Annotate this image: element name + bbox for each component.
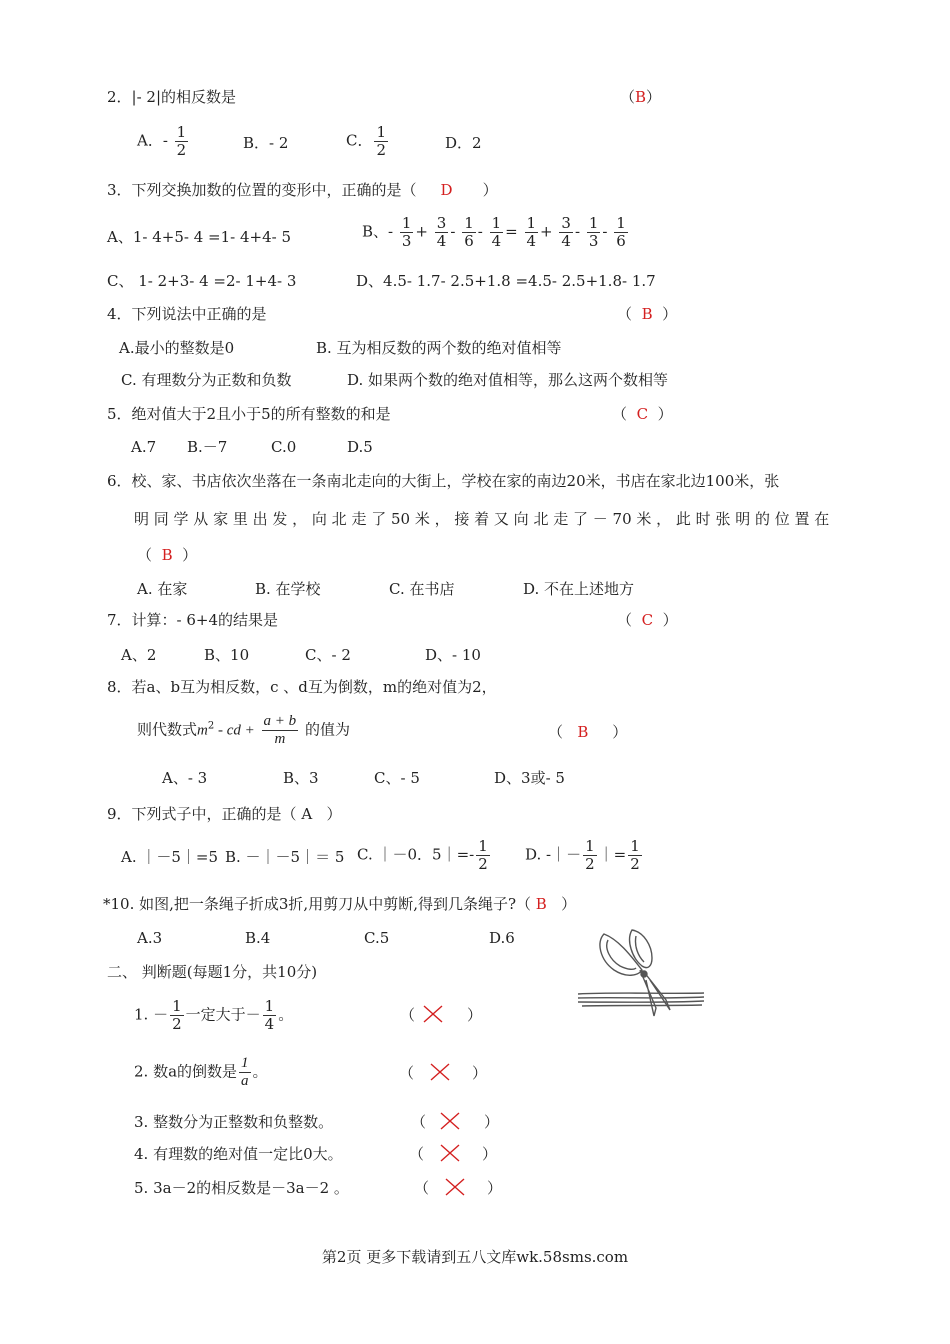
q5-answer: （ C ） bbox=[612, 405, 673, 423]
judge-paren-3: （ ） bbox=[411, 1113, 500, 1131]
judge-paren-4: （ ） bbox=[409, 1145, 498, 1163]
q2-option-c: C． $\frac{1}{2}$ bbox=[346, 123, 387, 159]
q5-option-a: A.7 bbox=[131, 438, 157, 456]
cross-mark-icon bbox=[444, 1177, 466, 1197]
judge-item-5: 5. 3a－2的相反数是－3a－2 。 bbox=[134, 1179, 349, 1197]
q7-option-c: C、- 2 bbox=[305, 646, 351, 664]
q4-option-c: C. 有理数分为正数和负数 bbox=[121, 371, 292, 389]
q6-answer: （ B ） bbox=[137, 546, 198, 564]
q2-option-d: D．2 bbox=[445, 134, 482, 152]
judge-item-1: 1. － $\frac{1}{2}$ 一定大于－ $\frac{1}{4}$ 。 bbox=[134, 997, 294, 1033]
q6-option-c: C. 在书店 bbox=[389, 580, 455, 598]
q8-option-c: C、- 5 bbox=[374, 769, 420, 787]
q2-option-a: A．- $\frac{1}{2}$ bbox=[137, 123, 187, 159]
q9-option-d: D. -｜－ $\frac{1}{2}$ ｜= $\frac{1}{2}$ bbox=[525, 837, 640, 873]
q4-option-b: B. 互为相反数的两个数的绝对值相等 bbox=[316, 339, 562, 357]
q7-stem: 7．计算：- 6+4的结果是 bbox=[107, 611, 279, 629]
q6-option-b: B. 在学校 bbox=[255, 580, 321, 598]
q8-answer: （ B ） bbox=[548, 723, 628, 741]
q3-option-b: B、- $\frac{1}{3}$ + $\frac{3}{4}$ - $\frac{1}{6}$ - $\frac{1}{4}$ = $\frac{1}{4}$ + $\frac{3}{4}$ - $\frac{1}{3}$ - $\frac{1}{6}$ bbox=[362, 214, 626, 250]
judge-paren-5: （ ） bbox=[414, 1179, 503, 1197]
cross-mark-icon bbox=[439, 1111, 461, 1131]
q5-option-d: D.5 bbox=[347, 438, 373, 456]
judge-item-2: 2. 数a的倒数是 $\frac{1}{a}$ 。 bbox=[134, 1055, 268, 1089]
q8-option-a: A、- 3 bbox=[162, 769, 208, 787]
q8-expression: 则代数式$m^2$ - cd + $\frac{a + b}{m}$ 的值为 bbox=[137, 713, 350, 747]
judge-item-3: 3. 整数分为正整数和负整数。 bbox=[134, 1113, 334, 1131]
q9-option-a: A. ｜－5｜=5 bbox=[121, 848, 219, 866]
judge-paren-2: （ ） bbox=[399, 1064, 488, 1082]
q7-option-b: B、10 bbox=[204, 646, 250, 664]
q2-answer: （B） bbox=[620, 88, 662, 106]
cross-mark-icon bbox=[429, 1062, 451, 1082]
q3-stem: 3．下列交换加数的位置的变形中，正确的是（ D ） bbox=[107, 181, 498, 199]
q3-option-c: C、 1- 2+3- 4 =2- 1+4- 3 bbox=[107, 272, 297, 290]
cross-mark-icon bbox=[439, 1143, 461, 1163]
q4-stem: 4．下列说法中正确的是 bbox=[107, 305, 267, 323]
q7-answer: （ C ） bbox=[617, 611, 678, 629]
q9-option-b: B. －｜－5｜＝ 5 bbox=[225, 848, 345, 866]
judge-item-4: 4. 有理数的绝对值一定比0大。 bbox=[134, 1145, 343, 1163]
q7-option-d: D、- 10 bbox=[425, 646, 481, 664]
q8-option-b: B、3 bbox=[283, 769, 319, 787]
q2-stem: 2．|- 2|的相反数是 bbox=[107, 88, 237, 106]
q3-option-d: D、4.5- 1.7- 2.5+1.8 =4.5- 2.5+1.8- 1.7 bbox=[356, 272, 656, 290]
q5-option-b: B.－7 bbox=[187, 438, 228, 456]
q10-option-c: C.5 bbox=[364, 929, 390, 947]
q10-option-a: A.3 bbox=[137, 929, 163, 947]
q6-option-a: A. 在家 bbox=[137, 580, 188, 598]
judge-paren-1: （ ） bbox=[400, 1006, 483, 1024]
q10-stem: *10. 如图,把一条绳子折成3折,用剪刀从中剪断,得到几条绳子?（ B ） bbox=[103, 895, 577, 913]
q5-stem: 5．绝对值大于2且小于5的所有整数的和是 bbox=[107, 405, 391, 423]
section2-title: 二、 判断题(每题1分，共10分) bbox=[107, 963, 318, 981]
q10-option-b: B.4 bbox=[245, 929, 271, 947]
q5-option-c: C.0 bbox=[271, 438, 297, 456]
q6-line1: 6．校、家、书店依次坐落在一条南北走向的大街上，学校在家的南边20米，书店在家北边100米，张 bbox=[107, 472, 780, 490]
cross-mark-icon bbox=[422, 1004, 444, 1024]
q4-answer: （ B ） bbox=[617, 305, 678, 323]
q9-stem: 9．下列式子中，正确的是（ A ） bbox=[107, 805, 342, 823]
q4-option-a: A.最小的整数是0 bbox=[119, 339, 235, 357]
page-footer: 第2页 更多下载请到五八文库wk.58sms.com bbox=[321, 1248, 629, 1266]
scissors-rope-illustration bbox=[576, 920, 706, 1025]
q10-option-d: D.6 bbox=[489, 929, 515, 947]
q8-option-d: D、3或- 5 bbox=[494, 769, 565, 787]
q2-option-b: B．- 2 bbox=[243, 134, 289, 152]
q3-option-a: A、1- 4+5- 4 =1- 4+4- 5 bbox=[107, 228, 291, 246]
q7-option-a: A、2 bbox=[121, 646, 157, 664]
q8-stem: 8．若a、b互为相反数，c 、d互为倒数，m的绝对值为2， bbox=[107, 678, 497, 696]
q6-line2: 明 同 学 从 家 里 出 发 ， 向 北 走 了 50 米 ， 接 着 又 向 北 走 了 － 70 米 ， 此 时 张 明 的 位 置 在 bbox=[134, 510, 830, 528]
q6-option-d: D. 不在上述地方 bbox=[523, 580, 635, 598]
q4-option-d: D. 如果两个数的绝对值相等，那么这两个数相等 bbox=[347, 371, 669, 389]
q9-option-c: C. ｜－0．5｜=- $\frac{1}{2}$ bbox=[357, 837, 488, 873]
